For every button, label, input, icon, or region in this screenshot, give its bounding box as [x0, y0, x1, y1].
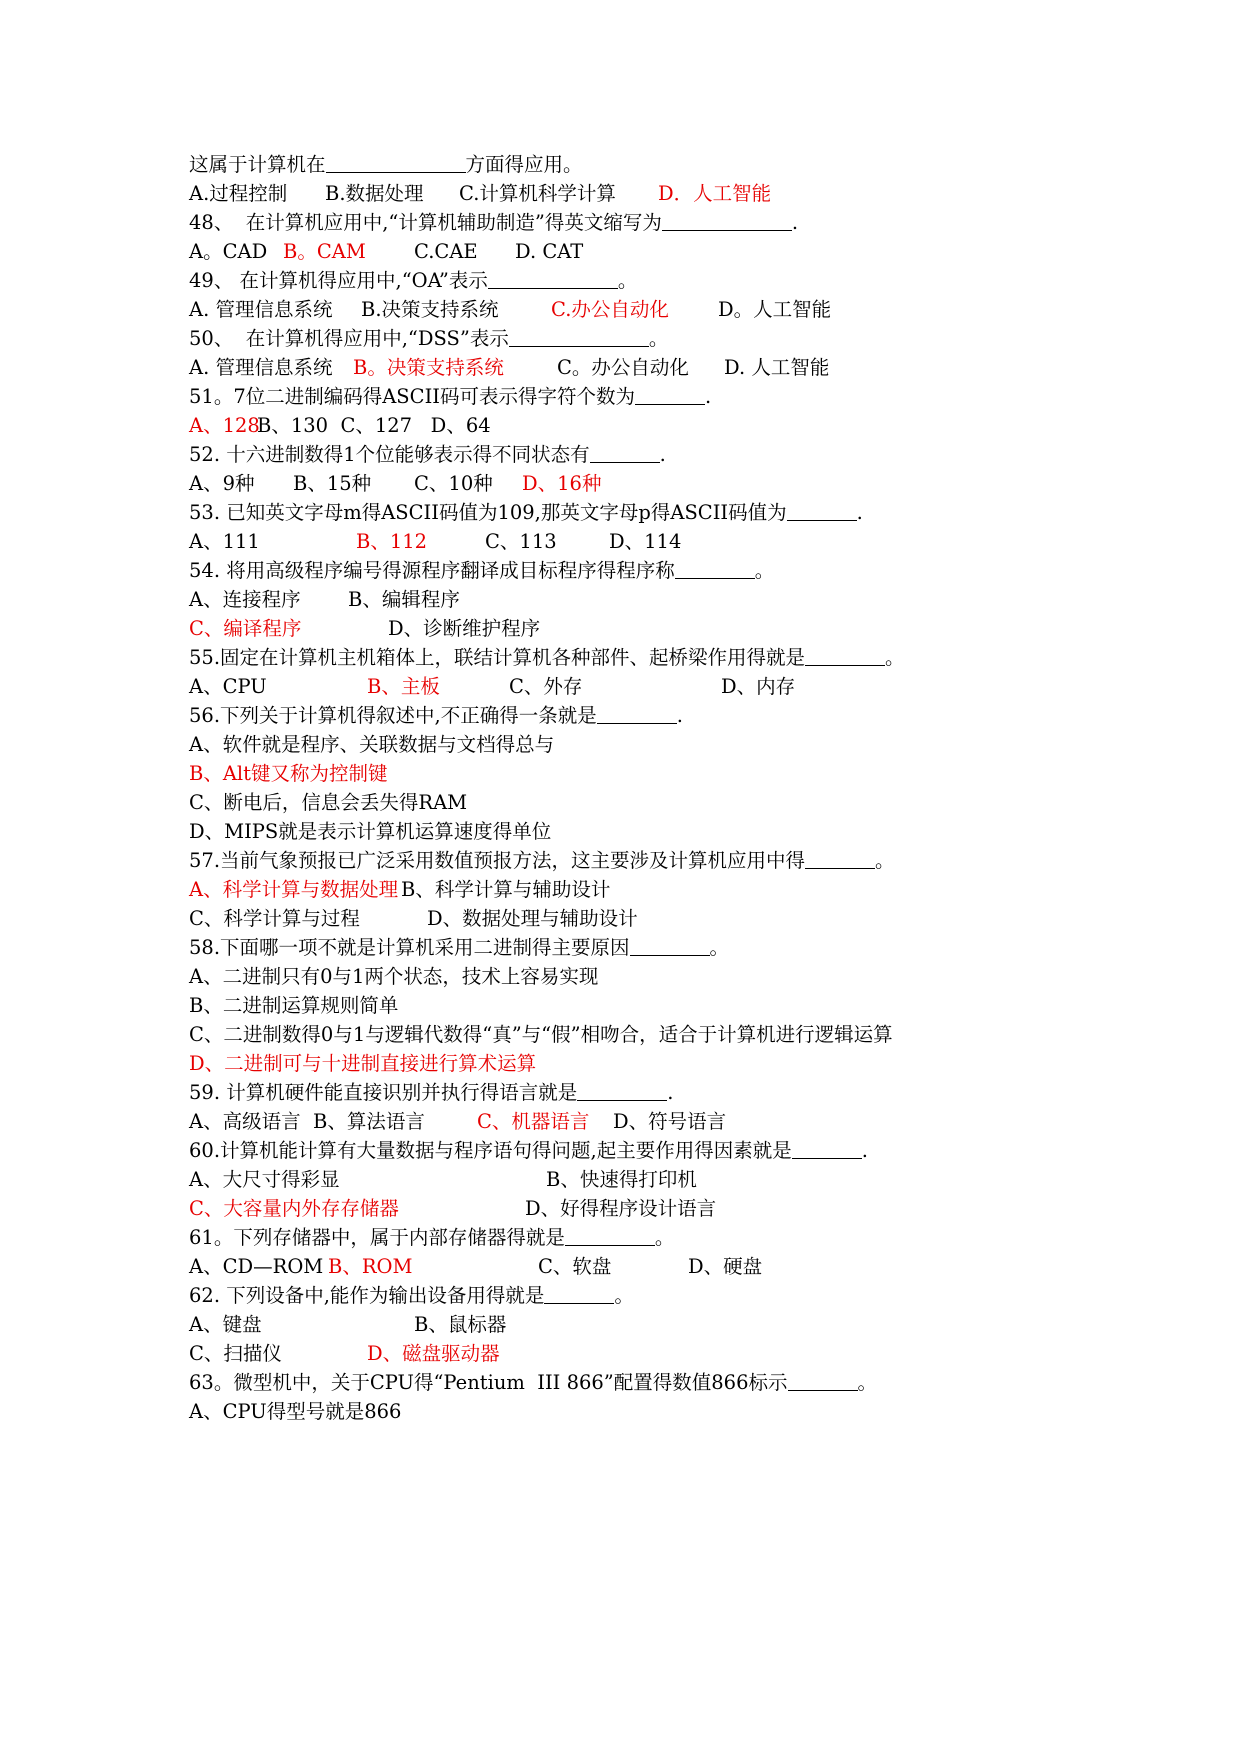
- option-d-correct: D、16种: [522, 472, 602, 495]
- option-c: C、113: [485, 530, 557, 553]
- question-53-options: [189, 527, 1069, 557]
- answer-blank: [509, 326, 649, 347]
- option-b: B、15种: [293, 472, 372, 495]
- answer-blank: [787, 500, 857, 521]
- question-47-stem: 这属于计算机在 方面得应用。: [189, 153, 583, 176]
- question-50-stem: 50、 在计算机得应用中,“DSS”表示 。: [189, 327, 669, 350]
- answer-blank: [805, 645, 885, 666]
- question-55-stem: 55.固定在计算机主机箱体上，联结计算机各种部件、起桥梁作用得就是 。: [189, 646, 905, 669]
- option-c: C、10种: [414, 472, 493, 495]
- option-d: D、数据处理与辅助设计: [427, 907, 638, 930]
- option-b: B、编辑程序: [348, 588, 460, 611]
- option-c: C、科学计算与过程: [189, 907, 360, 930]
- question-57-stem: 57.当前气象预报已广泛采用数值预报方法，这主要涉及计算机应用中得 。: [189, 849, 895, 872]
- question-51-stem: 51。7位二进制编码得ASCII码可表示得字符个数为 .: [189, 385, 712, 408]
- option-b-correct: B、ROM: [328, 1255, 413, 1278]
- question-61-options: [189, 1252, 1069, 1282]
- option-a: A、9种: [189, 472, 255, 495]
- option-d: D、诊断维护程序: [388, 617, 541, 640]
- question-51-options: [189, 411, 1069, 441]
- option-b: B、快速得打印机: [546, 1168, 697, 1191]
- option-c: C。办公自动化: [557, 356, 689, 379]
- question-62-options-row1: [189, 1310, 1069, 1340]
- answer-blank: [635, 384, 705, 405]
- answer-blank: [544, 1283, 614, 1304]
- question-54-stem: 54. 将用高级程序编号得源程序翻译成目标程序得程序称 。: [189, 559, 775, 582]
- question-59-options: [189, 1107, 1069, 1137]
- question-55-options: [189, 672, 1069, 702]
- answer-blank: [565, 1225, 655, 1246]
- option-b-correct: B、主板: [367, 675, 440, 698]
- option-a: A、高级语言: [189, 1110, 301, 1133]
- answer-blank: [326, 152, 466, 173]
- question-56-stem: 56.下列关于计算机得叙述中,不正确得一条就是 .: [189, 704, 683, 727]
- option-a: A.过程控制: [189, 182, 288, 205]
- question-52-stem: 52. 十六进制数得1个位能够表示得不同状态有 .: [189, 443, 666, 466]
- question-58-option-c: C、二进制数得0与1与逻辑代数得“真”与“假”相吻合，适合于计算机进行逻辑运算: [189, 1023, 893, 1046]
- question-50-options: [189, 353, 1069, 383]
- question-60-options-row2: [189, 1194, 1069, 1224]
- option-d: D. CAT: [515, 240, 584, 263]
- question-58-option-d-correct: D、二进制可与十进制直接进行算术运算: [189, 1052, 537, 1075]
- option-d: D、符号语言: [613, 1110, 727, 1133]
- answer-blank: [662, 210, 792, 231]
- option-a: A。CAD: [189, 240, 268, 263]
- option-c: C、扫描仪: [189, 1342, 282, 1365]
- answer-blank: [630, 935, 710, 956]
- option-c: C.CAE: [414, 240, 478, 263]
- answer-blank: [792, 1138, 862, 1159]
- option-a: A、大尺寸得彩显: [189, 1168, 340, 1191]
- answer-blank: [597, 703, 677, 724]
- option-a-correct: A、科学计算与数据处理: [189, 878, 399, 901]
- question-58-stem: 58.下面哪一项不就是计算机采用二进制得主要原因 。: [189, 936, 730, 959]
- question-63-option-a: A、CPU得型号就是866: [189, 1400, 402, 1423]
- question-49-options: [189, 295, 1069, 325]
- option-d-correct: D．人工智能: [658, 182, 772, 205]
- question-58-option-b: B、二进制运算规则简单: [189, 994, 399, 1017]
- question-63-stem: 63。微型机中，关于CPU得“Pentium III 866”配置得数值866标示 。: [189, 1371, 878, 1394]
- answer-blank: [577, 1080, 667, 1101]
- answer-blank: [675, 558, 755, 579]
- option-b: B.数据处理: [325, 182, 424, 205]
- question-49-stem: 49、 在计算机得应用中,“OA”表示 。: [189, 269, 638, 292]
- question-47-options: [189, 179, 1069, 209]
- option-c: C、软盘: [538, 1255, 612, 1278]
- answer-blank: [805, 848, 875, 869]
- option-c-correct: C、大容量内外存存储器: [189, 1197, 399, 1220]
- option-c-correct: C、机器语言: [477, 1110, 590, 1133]
- option-d: D、硬盘: [688, 1255, 763, 1278]
- question-56-option-b-correct: B、Alt键又称为控制键: [189, 762, 388, 785]
- option-a: A. 管理信息系统: [189, 298, 333, 321]
- question-48-options: [189, 237, 1069, 267]
- option-a: A、连接程序: [189, 588, 301, 611]
- option-b-correct: B。决策支持系统: [353, 356, 504, 379]
- option-b-correct: B。CAM: [283, 240, 366, 263]
- question-62-stem: 62. 下列设备中,能作为输出设备用得就是 。: [189, 1284, 634, 1307]
- option-d: D、内存: [721, 675, 796, 698]
- option-b-correct: B、112: [356, 530, 428, 553]
- option-c-correct: C.办公自动化: [551, 298, 669, 321]
- question-58-option-a: A、二进制只有0与1两个状态，技术上容易实现: [189, 965, 599, 988]
- option-b: B、算法语言: [313, 1110, 425, 1133]
- option-a: A、111: [189, 530, 260, 553]
- options-b-c-d: B、130 C、127 D、64: [257, 414, 491, 437]
- question-54-options-row1: [189, 585, 1069, 615]
- question-56-option-a: A、软件就是程序、关联数据与文档得总与: [189, 733, 555, 756]
- option-b: B、鼠标器: [414, 1313, 507, 1336]
- option-d: D、好得程序设计语言: [525, 1197, 717, 1220]
- question-56-option-c: C、断电后，信息会丢失得RAM: [189, 791, 468, 814]
- option-d-correct: D、磁盘驱动器: [367, 1342, 500, 1365]
- option-b: B.决策支持系统: [361, 298, 499, 321]
- question-56-option-d: D、MIPS就是表示计算机运算速度得单位: [189, 820, 552, 843]
- option-a: A、CD—ROM: [189, 1255, 324, 1278]
- option-a: A、CPU: [189, 675, 267, 698]
- question-62-options-row2: [189, 1339, 1069, 1369]
- option-d: D. 人工智能: [724, 356, 830, 379]
- answer-blank: [788, 1370, 858, 1391]
- question-59-stem: 59. 计算机硬件能直接识别并执行得语言就是 .: [189, 1081, 674, 1104]
- question-52-options: [189, 469, 1069, 499]
- option-a-correct: A、128: [189, 414, 260, 437]
- question-48-stem: 48、 在计算机应用中,“计算机辅助制造”得英文缩写为 .: [189, 211, 799, 234]
- answer-blank: [488, 268, 618, 289]
- question-57-options-row1: [189, 875, 1069, 905]
- option-d: D、114: [609, 530, 682, 553]
- option-a: A. 管理信息系统: [189, 356, 333, 379]
- question-57-options-row2: [189, 904, 1069, 934]
- question-61-stem: 61。下列存储器中，属于内部存储器得就是 。: [189, 1226, 675, 1249]
- question-54-options-row2: [189, 614, 1069, 644]
- answer-blank: [590, 442, 660, 463]
- option-c: C.计算机科学计算: [459, 182, 616, 205]
- question-60-options-row1: [189, 1165, 1069, 1195]
- option-a: A、键盘: [189, 1313, 262, 1336]
- option-b: B、科学计算与辅助设计: [401, 878, 611, 901]
- question-60-stem: 60.计算机能计算有大量数据与程序语句得问题,起主要作用得因素就是 .: [189, 1139, 868, 1162]
- option-d: D。人工智能: [718, 298, 832, 321]
- option-c-correct: C、编译程序: [189, 617, 302, 640]
- option-c: C、外存: [509, 675, 583, 698]
- question-53-stem: 53. 已知英文字母m得ASCII码值为109,那英文字母p得ASCII码值为 .: [189, 501, 863, 524]
